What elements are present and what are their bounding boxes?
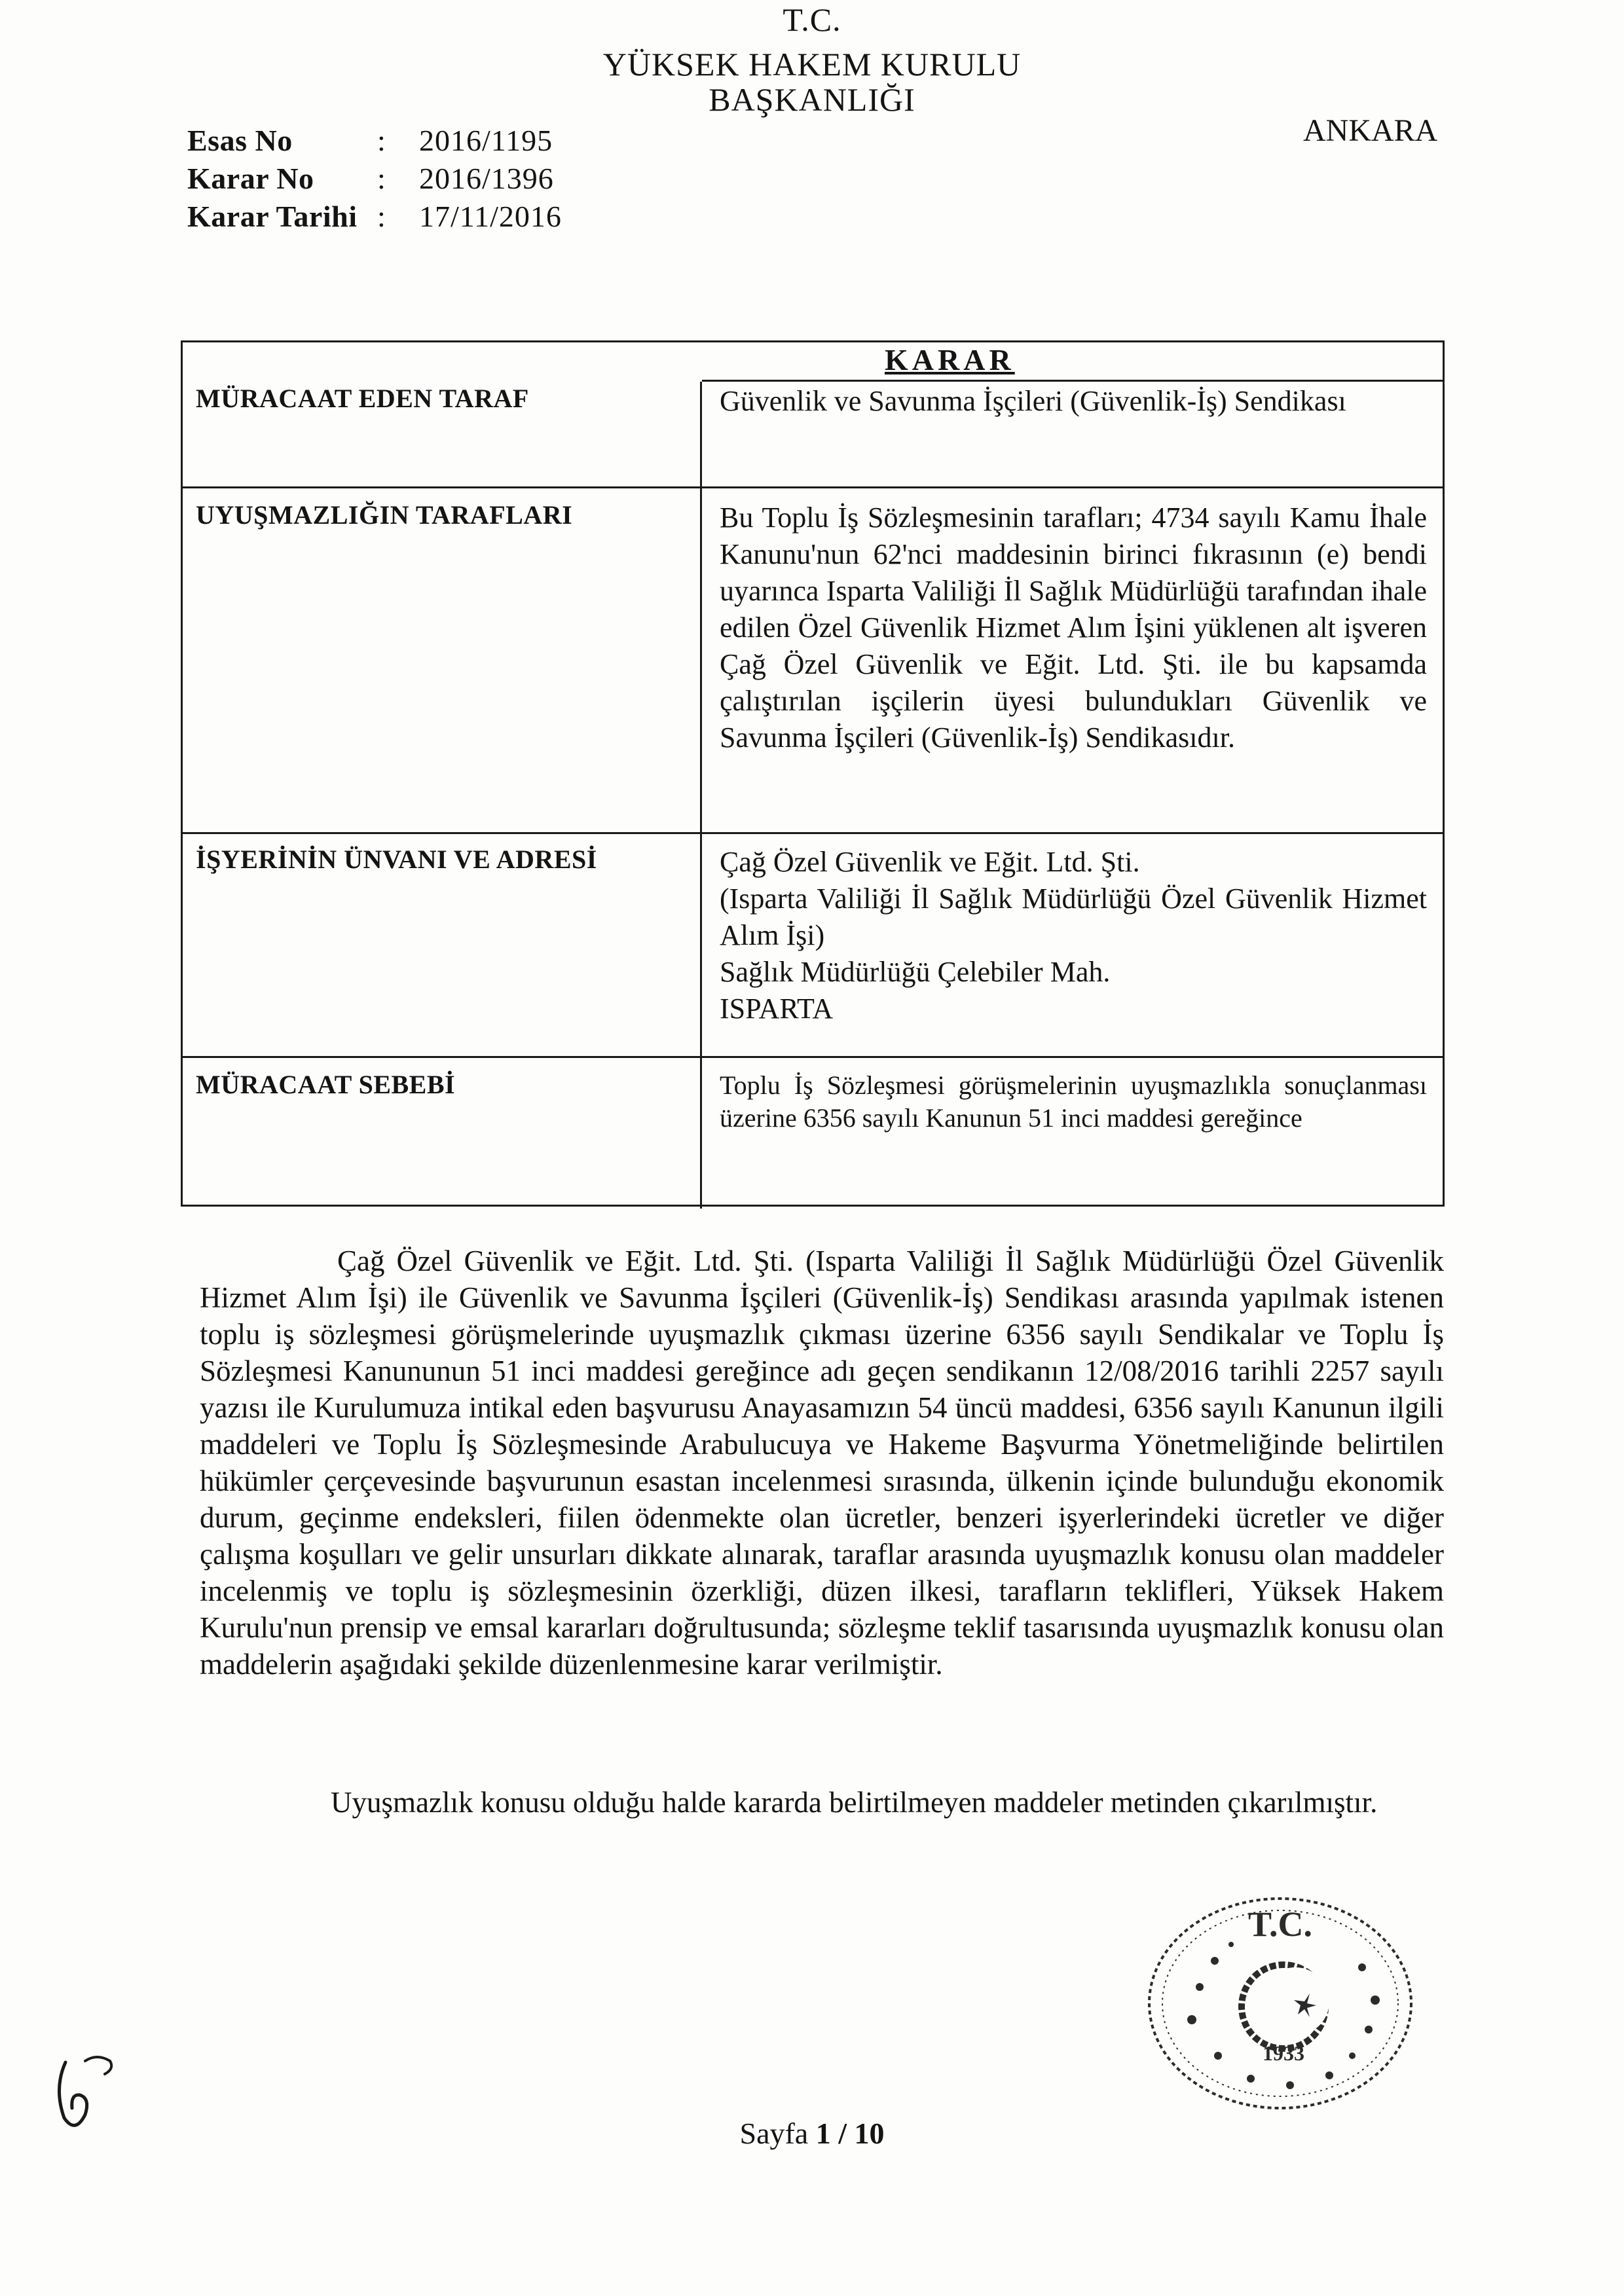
- workplace-line: Çağ Özel Güvenlik ve Eğit. Ltd. Şti.: [720, 846, 1140, 878]
- dispute-parties-label: UYUŞMAZLIĞIN TARAFLARI: [196, 500, 573, 530]
- esas-no-value: 2016/1195: [419, 124, 553, 157]
- page-total: 10: [854, 2117, 885, 2150]
- decision-table: [181, 340, 1445, 1207]
- removed-articles-paragraph: Uyuşmazlık konusu olduğu halde kararda belirtilmeyen maddeler metinden çıkarılmıştır.: [331, 1786, 1378, 1819]
- application-reason-label: MÜRACAAT SEBEBİ: [196, 1070, 456, 1099]
- workplace-label: İŞYERİNİN ÜNVANI VE ADRESİ: [196, 845, 597, 874]
- page-indicator: [0, 2116, 1624, 2151]
- karar-tarihi-label: Karar Tarihi: [187, 200, 358, 233]
- city-label: ANKARA: [1303, 113, 1438, 148]
- colon: :: [377, 200, 386, 233]
- applicant-label: MÜRACAAT EDEN TARAF: [196, 384, 529, 413]
- header-tc: T.C.: [783, 1, 841, 38]
- workplace-line: ISPARTA: [720, 993, 834, 1025]
- karar-no-label: Karar No: [187, 162, 314, 195]
- workplace-line: (Isparta Valiliği İl Sağlık Müdürlüğü Özel Güvenlik Hizmet Alım İşi): [720, 883, 1427, 951]
- header-presidency: BAŞKANLIĞI: [709, 81, 915, 118]
- title-divider: [702, 380, 1443, 382]
- row-divider: [183, 832, 1443, 834]
- page-separator: /: [830, 2117, 855, 2150]
- header-institution: YÜKSEK HAKEM KURULU: [602, 46, 1022, 82]
- esas-no-row: [187, 122, 562, 160]
- case-metadata: [187, 122, 562, 236]
- column-divider: [700, 382, 702, 1209]
- applicant-value: Güvenlik ve Savunma İşçileri (Güvenlik-İş) Sendikası: [720, 385, 1346, 417]
- decision-paragraph: Çağ Özel Güvenlik ve Eğit. Ltd. Şti. (Isparta Valiliği İl Sağlık Müdürlüğü Özel Güvenlik Hizmet Alım İşi) ile Güvenlik ve Savunma İşçileri (Güvenlik-İş) Sendikası arasında yapılmak istenen toplu iş sözleşmesi görüşmelerinde uyuşmazlık çıkması üzerine 6356 sayılı Sendikalar ve Toplu İş Sözleşmesi Kanununun 51 inci maddesi gereğince adı geçen sendikanın 12/08/2016 tarihli 2257 sayılı yazısı ile Kurulumuza intikal eden başvurusu Anayasamızın 54 üncü maddesi, 6356 sayılı Kanunun ilgili maddeleri ve Toplu İş Sözleşmesinde Arabulucuya ve Hakeme Başvurma Yönetmeliğinde belirtilen hükümler çerçevesinde başvurunun esastan incelenmesi sırasında, ülkenin içinde bulunduğu ekonomik durum, geçinme endeksleri, fiilen ödenmekte olan ücretler, benzeri işyerlerindeki ücretler ve diğer çalışma koşulları ve gelir unsurları dikkate alınarak, taraflar arasında uyuşmazlık konusu olan maddeler incelenmiş ve toplu iş sözleşmesinin özerkliği, düzen ilkesi, tarafların teklifleri, Yüksek Hakem Kurulu'nun prensip ve emsal kararları doğrultusunda; sözleşme teklif tasarısında uyuşmazlık konusu olan maddelerin aşağıdaki şekilde düzenlenmesine karar verilmiştir.: [200, 1245, 1444, 1681]
- official-seal-stamp: [1126, 1889, 1434, 2124]
- row-divider: [183, 1056, 1443, 1058]
- page-prefix: Sayfa: [739, 2117, 816, 2150]
- colon: :: [377, 124, 386, 157]
- stamp-top-text: T.C.: [1247, 1904, 1313, 1944]
- dispute-parties-value: Bu Toplu İş Sözleşmesinin tarafları; 4734 sayılı Kamu İhale Kanunu'nun 62'nci maddesinin birinci fıkrasının (e) bendi uyarınca Isparta Valiliği İl Sağlık Müdürlüğü tarafından ihale edilen Özel Güvenlik Hizmet Alım İşini yüklenen alt işveren Çağ Özel Güvenlik ve Eğit. Ltd. Şti. ile bu kapsamda çalıştırılan işçilerin üyesi bulundukları Güvenlik ve Savunma İşçileri (Güvenlik-İş) Sendikasıdır.: [720, 501, 1427, 754]
- esas-no-label: Esas No: [187, 124, 293, 157]
- table-title: KARAR: [885, 343, 1015, 376]
- application-reason-value: Toplu İş Sözleşmesi görüşmelerinin uyuşmazlıkla sonuçlanması üzerine 6356 sayılı Kanunun 51 inci maddesi gereğince: [720, 1070, 1427, 1133]
- workplace-line: Sağlık Müdürlüğü Çelebiler Mah.: [720, 956, 1111, 988]
- karar-no-row: [187, 160, 562, 198]
- page-current: 1: [815, 2117, 831, 2150]
- karar-tarihi-value: 17/11/2016: [419, 200, 562, 233]
- workplace-value: [720, 844, 1427, 1027]
- karar-tarihi-row: [187, 198, 562, 236]
- stamp-year: 1933: [1263, 2041, 1304, 2065]
- row-divider: [183, 486, 1443, 488]
- colon: :: [377, 162, 386, 195]
- karar-no-value: 2016/1396: [419, 162, 554, 195]
